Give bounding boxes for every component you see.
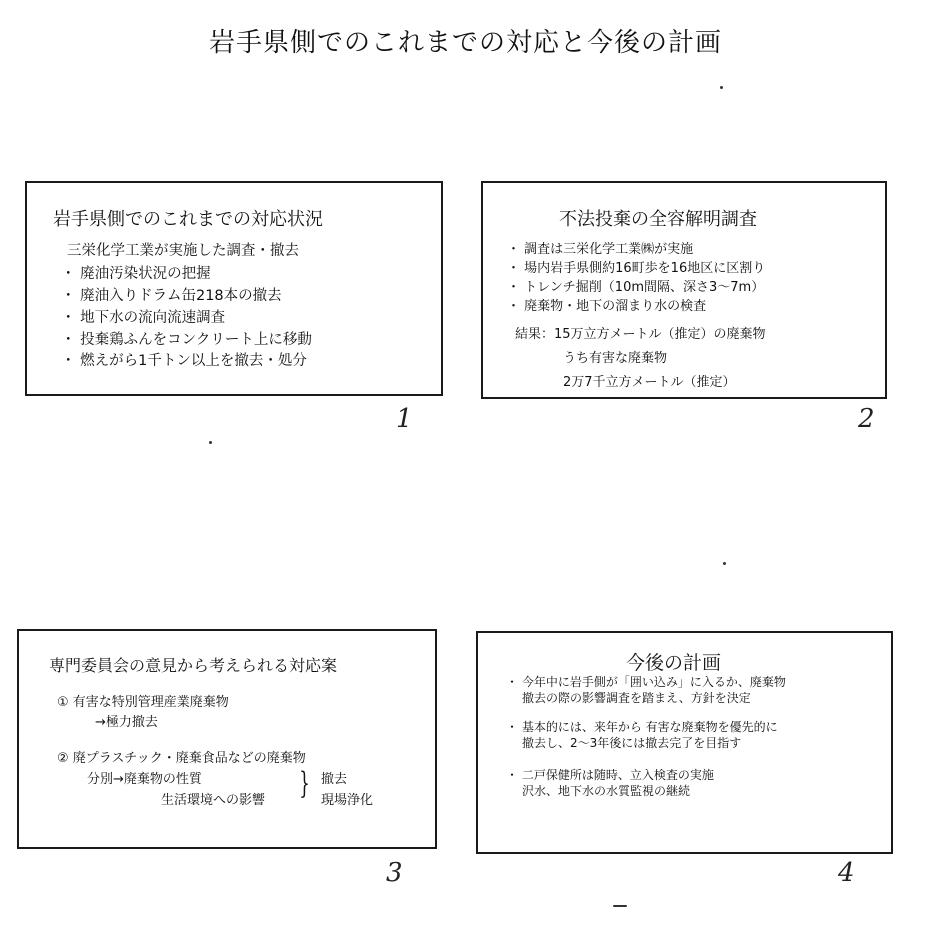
slide-2-result: 2万7千立方メートル（推定） (563, 375, 736, 390)
slide-3-option-2: ② 廃プラスチック・廃棄食品などの廃棄物 (57, 751, 306, 766)
slide-2 (481, 181, 887, 399)
slide-2-item: ・ 場内岩手県側約16町歩を16地区に区割り (507, 261, 766, 276)
slide-2-item: ・ トレンチ掘削（10m間隔、深さ3～7m） (507, 280, 765, 295)
slide-2-result: うち有害な廃棄物 (563, 351, 668, 366)
slide-4-item: ・ 今年中に岩手側が「囲い込み」に入るか、廃棄物 (506, 675, 786, 689)
slide-1-subtitle: 三栄化学工業が実施した調査・撤去 (67, 243, 299, 259)
slide-4 (476, 631, 893, 854)
slide-3-result-1: 撤去 (321, 772, 348, 787)
slide-3-result-2: 現場浄化 (321, 793, 374, 808)
page-title: 岩手県側でのこれまでの対応と今後の計画 (208, 28, 722, 58)
slide-4-item: 沢水、地下水の水質監視の継続 (522, 784, 691, 798)
slide-3-option-1: ① 有害な特別管理産業廃棄物 (57, 695, 229, 710)
slide-4-item: 撤去の際の影響調査を踏まえ、方針を決定 (522, 691, 751, 705)
slide-1-item: ・ 廃油入りドラム缶218本の撤去 (61, 288, 282, 304)
slide-1-item: ・ 地下水の流向流速調査 (61, 310, 226, 326)
page-number-3: 3 (386, 858, 403, 888)
scan-speck (209, 441, 212, 444)
slide-4-item: ・ 二戸保健所は随時、立入検査の実施 (506, 768, 714, 782)
slide-4-title: 今後の計画 (626, 652, 722, 674)
slide-1-item: ・ 燃えがら1千トン以上を撤去・処分 (61, 353, 307, 369)
slide-1-item: ・ 廃油汚染状況の把握 (61, 266, 211, 282)
slide-2-result: 結果：15万立方メートル（推定）の廃棄物 (515, 327, 766, 342)
slide-4-item: 撤去し、2～3年後には撤去完了を目指す (522, 736, 742, 750)
slide-2-item: ・ 廃棄物・地下の溜まり水の検査 (507, 299, 707, 314)
slide-2-item: ・ 調査は三栄化学工業㈱が実施 (507, 242, 694, 257)
slide-3-title: 専門委員会の意見から考えられる対応案 (49, 656, 338, 675)
page-number-1: 1 (396, 404, 413, 434)
slide-4-item: ・ 基本的には、来年から 有害な廃棄物を優先的に (506, 720, 778, 734)
scan-speck (720, 86, 723, 89)
slide-1-title: 岩手県側でのこれまでの対応状況 (53, 209, 323, 230)
slide-3 (17, 629, 437, 849)
slide-3-option-2-line-1: 分別→廃棄物の性質 (87, 772, 202, 787)
slide-1-item: ・ 投棄鶏ふんをコンクリート上に移動 (61, 332, 312, 348)
slide-1 (25, 181, 443, 396)
brace-icon: } (299, 766, 310, 801)
scan-speck (723, 562, 726, 565)
page-number-2: 2 (858, 404, 875, 434)
page-number-4: 4 (838, 858, 855, 888)
slide-3-option-2-line-2: 生活環境への影響 (161, 793, 266, 808)
slide-2-title: 不法投棄の全容解明調査 (559, 209, 757, 230)
slide-3-option-1-sub: →極力撤去 (95, 715, 158, 730)
scan-speck (613, 905, 627, 907)
